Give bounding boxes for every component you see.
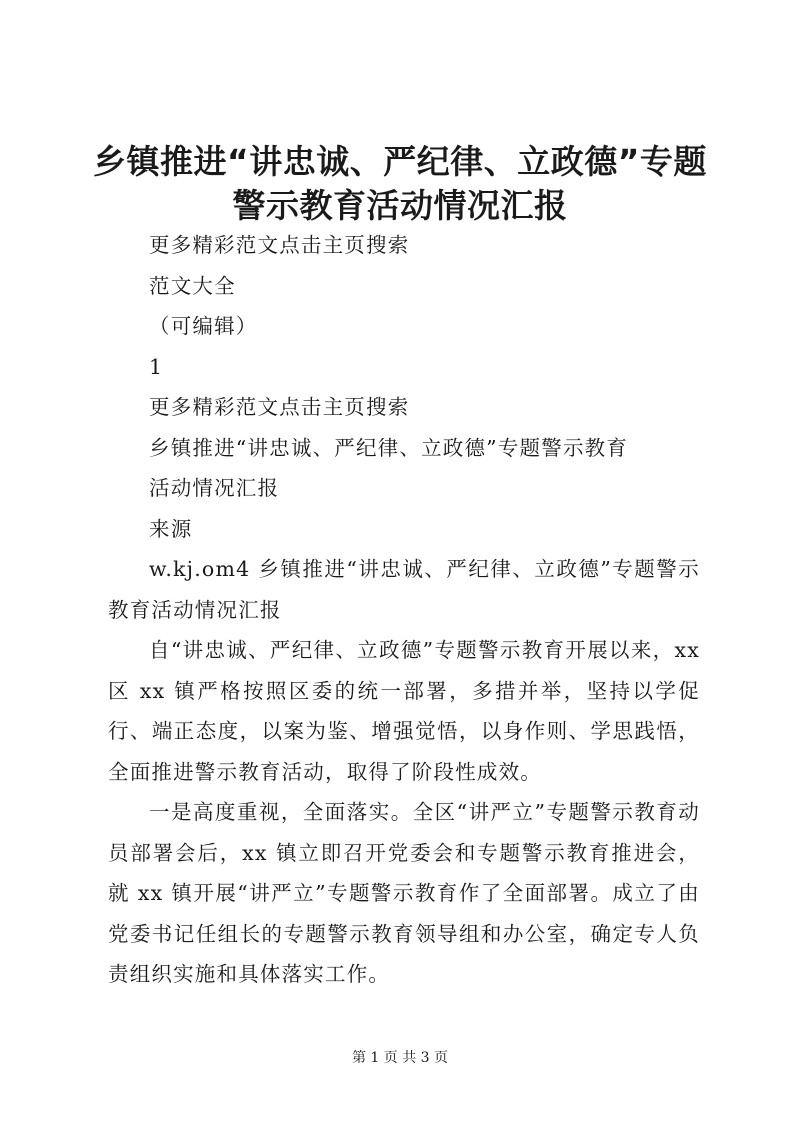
document-title: 乡镇推进“讲忠诚、严纪律、立政德”专题警示教育活动情况汇报 [93, 142, 707, 225]
body-line: 更多精彩范文点击主页搜索 [149, 395, 410, 419]
document-body [108, 225, 700, 995]
body-line: 1 [149, 354, 164, 379]
body-paragraph: w.kj.om4 乡镇推进“讲忠诚、严纪律、立政德”专题警示教育活动情况汇报 [108, 557, 700, 622]
body-line: 范文大全 [149, 273, 236, 298]
body-line: 乡镇推进“讲忠诚、严纪律、立政德”专题警示教育 [149, 435, 629, 460]
body-line: 更多精彩范文点击主页搜索 [149, 233, 410, 257]
body-line: （可编辑） [149, 314, 258, 338]
body-paragraph: 一是高度重视，全面落实。全区“讲严立”专题警示教育动员部署会后，xx 镇立即召开党委会和专题警示教育推进会，就 xx 镇开展“讲严立”专题警示教育作了全面部署。成立了由党委书记任组长的专题警示教育领导组和办公室，确定专人负责组织实施和具体落实工作。 [108, 800, 700, 986]
body-line: 活动情况汇报 [149, 476, 280, 500]
body-paragraph: 自“讲忠诚、严纪律、立政德”专题警示教育开展以来，xx 区 xx 镇严格按照区委的统一部署，多措并举，坚持以学促行、端正态度，以案为鉴、增强觉悟，以身作则、学思践悟，全面推进警示教育活动，取得了阶段性成效。 [108, 638, 700, 784]
body-line: 来源 [149, 516, 193, 541]
page-number-footer: 第 1 页 共 3 页 [351, 1050, 449, 1066]
